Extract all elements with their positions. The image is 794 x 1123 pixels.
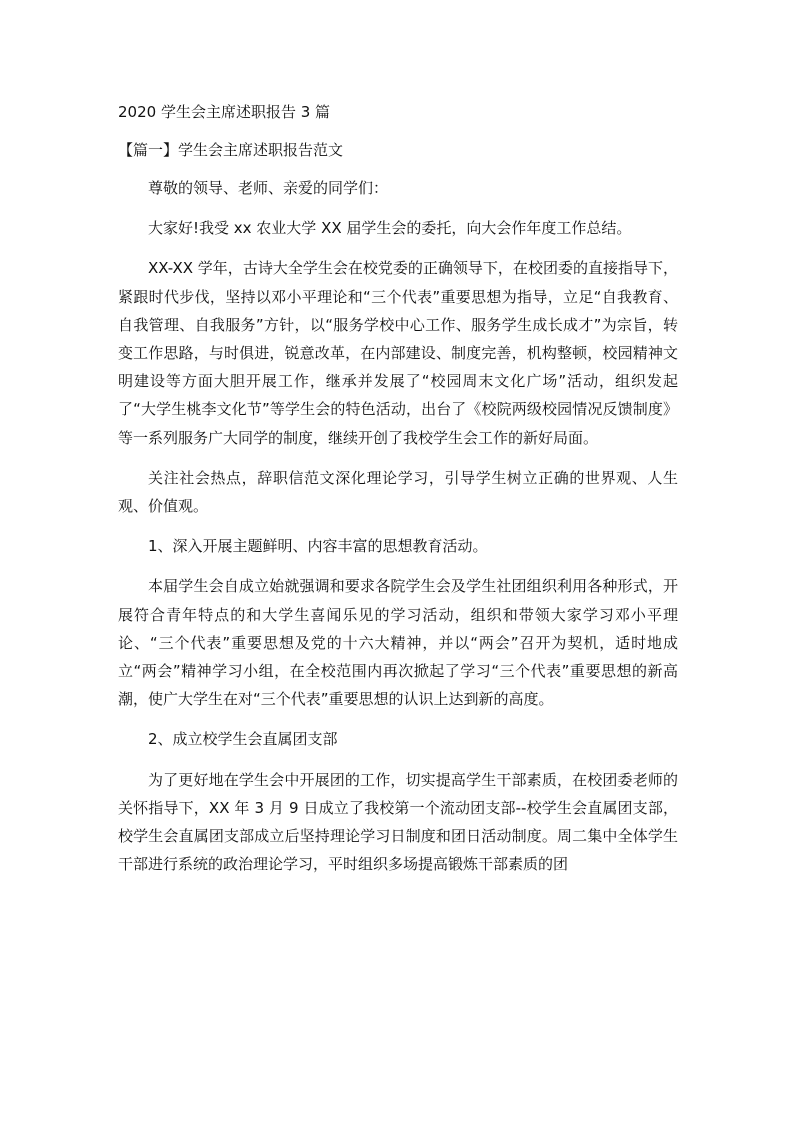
greeting-paragraph: 大家好!我受 xx 农业大学 XX 届学生会的委托，向大会作年度工作总结。 [148, 219, 632, 238]
salutation-paragraph: 尊敬的领导、老师、亲爱的同学们： [148, 179, 389, 197]
item-1-paragraph: 本届学生会自成立始就强调和要求各院学生会及学生社团组织利用各种形式，开展符合青年特点的和大学生喜闻乐见的学习活动，组织和带领大家学习邓小平理论、“三个代表”重要思想及党的十六大精神，并以“两会”召开为契机，适时地成立“两会”精神学习小组，在全校范围内再次掀起了学习“三个代表”重要思想的新高潮，使广大学生在对“三个代表”重要思想的认识上达到新的高度。 [118, 577, 678, 709]
item-1-heading: 1、深入开展主题鲜明、内容丰富的思想教育活动。 [148, 537, 488, 556]
item-2-heading: 2、成立校学生会直属团支部 [148, 730, 338, 749]
document-body [118, 98, 678, 890]
document-title: 2020 学生会主席述职报告 3 篇 [118, 103, 331, 121]
item-2-paragraph: 为了更好地在学生会中开展团的工作，切实提高学生干部素质，在校团委老师的关怀指导下，XX 年 3 月 9 日成立了我校第一个流动团支部--校学生会直属团支部，校学生会直属团支部成立后坚持理论学习日制度和团日活动制度。周二集中全体学生干部进行系统的政治理论学习，平时组织多场提高锻炼干部素质的团 [118, 770, 678, 874]
theory-study-paragraph: 关注社会热点，辞职信范文深化理论学习，引导学生树立正确的世界观、人生观、价值观。 [118, 468, 678, 516]
section-heading: 【篇一】学生会主席述职报告范文 [118, 141, 344, 159]
overview-paragraph: XX-XX 学年，古诗大全学生会在校党委的正确领导下，在校团委的直接指导下，紧跟时代步伐，坚持以邓小平理论和“三个代表”重要思想为指导，立足“自我教育、自我管理、自我服务”方针，以“服务学校中心工作、服务学生成长成才”为宗旨，转变工作思路，与时俱进，锐意改革，在内部建设、制度完善，机构整顿，校园精神文明建设等方面大胆开展工作，继承并发展了“校园周末文化广场”活动，组织发起了“大学生桃李文化节”等学生会的特色活动，出台了《校院两级校园情况反馈制度》等一系列服务广大同学的制度，继续开创了我校学生会工作的新好局面。 [118, 259, 678, 447]
